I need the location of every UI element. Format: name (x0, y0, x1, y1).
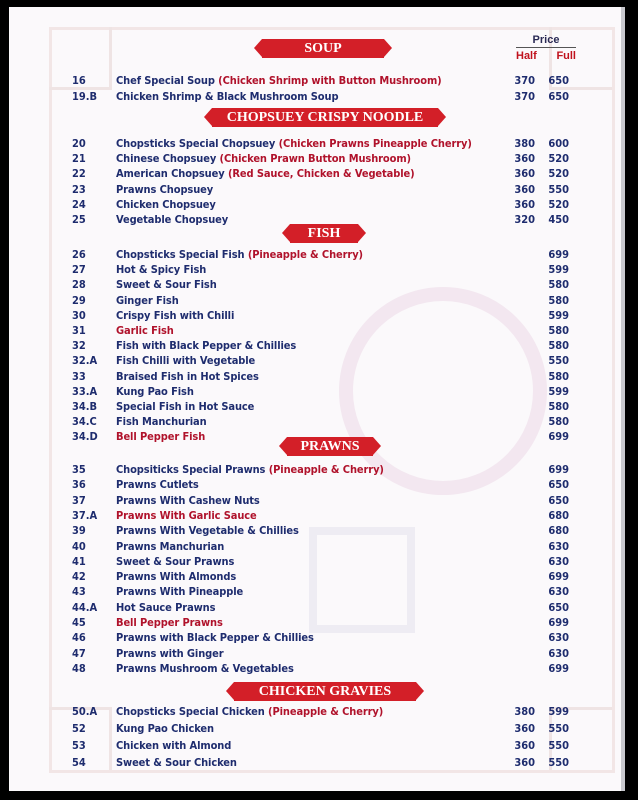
full-price: 450 (548, 213, 569, 226)
menu-item (72, 646, 572, 661)
item-detail: (Pineapple & Cherry) (268, 463, 384, 476)
item-title: Prawns Manchurian (116, 539, 225, 553)
menu-item (72, 661, 572, 676)
item-name (116, 384, 194, 399)
full-price: 580 (548, 324, 569, 337)
item-title: Prawns With Garlic Sauce (116, 508, 257, 522)
item-name (116, 600, 215, 615)
full-price: 650 (548, 89, 569, 103)
item-title: Chopsticks Special Fish (116, 248, 248, 261)
section-banner: SOUP (262, 39, 384, 58)
item-title: Kung Pao Chicken (116, 722, 214, 735)
item-title: Sweet & Sour Chicken (116, 756, 237, 769)
half-price: 380 (514, 705, 535, 718)
item-name (116, 584, 243, 599)
price-divider (516, 47, 576, 48)
item-title: Prawns With Pineapple (116, 585, 244, 599)
item-number: 19.B (72, 89, 98, 103)
price-title: Price (532, 34, 560, 46)
item-title: Fish Manchurian (116, 415, 207, 429)
menu-item (72, 151, 572, 166)
section-banner: CHICKEN GRAVIES (234, 682, 416, 701)
menu-item (72, 323, 572, 338)
item-title: Chicken with Almond (116, 739, 232, 752)
menu-item (72, 182, 572, 197)
menu-item (72, 73, 572, 88)
menu-item (72, 704, 572, 719)
menu-item (72, 369, 572, 384)
item-name (116, 414, 207, 429)
item-title: American Chopsuey (116, 167, 228, 181)
item-number: 29 (72, 293, 86, 307)
item-number: 35 (72, 463, 86, 476)
full-price: 550 (548, 722, 569, 735)
item-name (116, 738, 231, 753)
item-detail: (Chicken Prawn Button Mushroom) (219, 152, 411, 166)
item-title: Prawns With Cashew Nuts (116, 493, 260, 507)
menu-item (72, 721, 572, 736)
item-title: Sweet & Sour Prawns (116, 554, 235, 568)
item-number: 40 (72, 539, 86, 553)
item-number: 36 (72, 478, 86, 492)
half-price: 360 (514, 152, 535, 166)
item-number: 48 (72, 661, 86, 675)
item-title: Prawns Cutlets (116, 478, 199, 492)
full-price: 580 (548, 415, 569, 429)
item-name (116, 539, 224, 554)
half-price: 360 (514, 182, 535, 196)
menu-item (72, 136, 572, 151)
menu-item (72, 353, 572, 368)
item-name (116, 755, 237, 770)
item-detail: (Red Sauce, Chicken & Vegetable) (227, 167, 415, 181)
menu-item (72, 477, 572, 492)
item-name (116, 704, 383, 719)
item-name (116, 630, 314, 645)
item-number: 37.A (72, 508, 98, 522)
menu-item (72, 338, 572, 353)
item-detail: (Pineapple & Cherry) (247, 248, 363, 261)
menu-item (72, 399, 572, 414)
item-number: 47 (72, 646, 86, 660)
item-number: 23 (72, 182, 86, 196)
item-number: 28 (72, 278, 86, 292)
section-banner: PRAWNS (287, 437, 373, 456)
item-number: 20 (72, 137, 86, 150)
menu-item (72, 600, 572, 615)
menu-item (72, 615, 572, 630)
item-name (116, 166, 415, 181)
item-title: Hot Sauce Prawns (116, 600, 216, 614)
item-detail: (Pineapple & Cherry) (268, 705, 384, 718)
item-number: 39 (72, 524, 86, 538)
item-number: 31 (72, 324, 86, 337)
full-price: 599 (548, 308, 569, 322)
item-title: Braised Fish in Hot Spices (116, 369, 259, 383)
half-price: 360 (514, 739, 535, 752)
item-title: Crispy Fish with Chilli (116, 308, 235, 322)
item-number: 33.A (72, 384, 98, 398)
item-title: Prawns With Almonds (116, 570, 237, 584)
item-name (116, 646, 224, 661)
menu-item (72, 493, 572, 508)
item-number: 16 (72, 74, 86, 87)
item-title: Ginger Fish (116, 293, 179, 307)
full-price: 520 (548, 197, 569, 211)
item-number: 45 (72, 616, 86, 629)
item-name (116, 523, 299, 538)
item-name (116, 182, 213, 197)
full-price: 580 (548, 369, 569, 383)
full-price: 630 (548, 585, 569, 599)
menu-item (72, 523, 572, 538)
item-title: Bell Pepper Prawns (116, 616, 223, 629)
menu-item (72, 293, 572, 308)
item-title: Fish with Black Pepper & Chillies (116, 339, 297, 353)
item-name (116, 151, 411, 166)
item-title: Prawns With Vegetable & Chillies (116, 524, 299, 538)
section-banner: CHOPSUEY CRISPY NOODLE (212, 108, 438, 127)
item-number: 33 (72, 369, 86, 383)
menu-item (72, 197, 572, 212)
item-name (116, 493, 260, 508)
full-price: 630 (548, 554, 569, 568)
menu-item (72, 630, 572, 645)
item-name (116, 323, 174, 338)
item-number: 21 (72, 152, 86, 166)
item-title: Vegetable Chopsuey (116, 213, 229, 226)
item-name (116, 399, 254, 414)
item-title: Garlic Fish (116, 324, 174, 337)
item-name (116, 353, 255, 368)
item-title: Fish Chilli with Vegetable (116, 354, 256, 368)
full-price: 599 (548, 263, 569, 277)
item-name (116, 477, 199, 492)
item-name (116, 369, 259, 384)
item-number: 32 (72, 339, 86, 353)
item-name (116, 661, 294, 676)
full-price: 650 (548, 600, 569, 614)
item-title: Prawns Chopsuey (116, 182, 214, 196)
menu-item (72, 308, 572, 323)
half-price: 320 (514, 213, 535, 226)
item-name (116, 721, 214, 736)
full-price: 680 (548, 508, 569, 522)
menu-item (72, 247, 572, 262)
full-price: 599 (548, 705, 569, 718)
item-number: 27 (72, 263, 86, 277)
item-title: Chicken Shrimp & Black Mushroom Soup (116, 89, 339, 103)
item-number: 50.A (72, 705, 98, 718)
menu-item (72, 738, 572, 753)
section-banner: FISH (290, 224, 358, 243)
full-price: 650 (548, 478, 569, 492)
item-number: 46 (72, 631, 86, 645)
item-name (116, 569, 236, 584)
item-number: 53 (72, 739, 86, 752)
full-price: 580 (548, 400, 569, 413)
menu-item (72, 554, 572, 569)
item-name (116, 262, 206, 277)
half-price: 370 (514, 74, 535, 87)
menu-item (72, 584, 572, 599)
full-price: 630 (548, 631, 569, 645)
full-price: 580 (548, 339, 569, 353)
full-price: 630 (548, 539, 569, 553)
full-price: 520 (548, 152, 569, 166)
item-name (116, 338, 296, 353)
menu-item (72, 414, 572, 429)
item-number: 24 (72, 197, 86, 211)
half-price: 380 (514, 137, 535, 150)
item-title: Chopsiticks Special Prawns (116, 463, 269, 476)
half-price: 360 (514, 167, 535, 181)
item-title: Hot & Spicy Fish (116, 263, 207, 277)
item-number: 32.A (72, 354, 98, 368)
item-name (116, 89, 338, 104)
item-number: 42 (72, 570, 86, 584)
item-title: Chef Special Soup (116, 74, 219, 87)
price-header (516, 34, 576, 62)
item-name (116, 508, 257, 523)
item-name (116, 554, 234, 569)
item-title: Chopsticks Special Chicken (116, 705, 269, 718)
half-price: 370 (514, 89, 535, 103)
full-price: 630 (548, 646, 569, 660)
full-price: 699 (548, 616, 569, 629)
item-detail: (Chicken Prawns Pineapple Cherry) (278, 137, 472, 150)
full-price: 600 (548, 137, 569, 150)
item-title: Sweet & Sour Fish (116, 278, 217, 292)
full-price: 599 (548, 384, 569, 398)
full-price: 699 (548, 430, 569, 444)
item-title: Prawns with Black Pepper & Chillies (116, 631, 314, 645)
full-price: 550 (548, 739, 569, 752)
half-price: 360 (514, 197, 535, 211)
item-title: Prawns with Ginger (116, 646, 224, 660)
full-price: 650 (548, 493, 569, 507)
item-number: 43 (72, 585, 86, 599)
menu-item (72, 508, 572, 523)
item-name (116, 136, 472, 151)
menu-item (72, 262, 572, 277)
menu-item (72, 755, 572, 770)
item-name (116, 197, 216, 212)
menu-item (72, 166, 572, 181)
full-price: 550 (548, 354, 569, 368)
item-number: 30 (72, 308, 86, 322)
full-price: 699 (548, 661, 569, 675)
item-title: Chicken Chopsuey (116, 197, 216, 211)
half-price: 360 (514, 756, 535, 769)
item-number: 34.D (72, 430, 98, 444)
item-number: 34.C (72, 415, 97, 429)
full-price: 650 (548, 74, 569, 87)
item-title: Chopsticks Special Chopsuey (116, 137, 279, 150)
item-number: 26 (72, 248, 86, 261)
item-name (116, 212, 228, 227)
item-number: 52 (72, 722, 86, 735)
item-title: Kung Pao Fish (116, 384, 194, 398)
item-name (116, 462, 384, 477)
item-number: 44.A (72, 600, 98, 614)
item-title: Prawns Mushroom & Vegetables (116, 661, 294, 675)
item-name (116, 293, 179, 308)
full-price: 699 (548, 570, 569, 584)
full-price: 580 (548, 293, 569, 307)
full-price: 550 (548, 756, 569, 769)
menu-item (72, 539, 572, 554)
item-detail: (Chicken Shrimp with Button Mushroom) (218, 74, 442, 87)
menu-item (72, 384, 572, 399)
item-number: 34.B (72, 400, 98, 413)
item-name (116, 73, 442, 88)
menu-item (72, 277, 572, 292)
item-number: 37 (72, 493, 86, 507)
item-title: Chinese Chopsuey (116, 152, 220, 166)
full-price: 699 (548, 248, 569, 261)
full-price: 520 (548, 167, 569, 181)
menu-page (9, 7, 625, 791)
full-price: 550 (548, 182, 569, 196)
item-title: Bell Pepper Fish (116, 430, 206, 444)
full-header: Full (556, 50, 576, 62)
item-name (116, 615, 223, 630)
item-name (116, 247, 363, 262)
item-number: 22 (72, 167, 86, 181)
menu-item (72, 89, 572, 104)
item-title: Special Fish in Hot Sauce (116, 400, 255, 413)
item-number: 25 (72, 213, 86, 226)
item-name (116, 277, 217, 292)
full-price: 699 (548, 463, 569, 476)
menu-item (72, 462, 572, 477)
full-price: 580 (548, 278, 569, 292)
item-number: 54 (72, 756, 86, 769)
full-price: 680 (548, 524, 569, 538)
menu-item (72, 569, 572, 584)
item-name (116, 308, 234, 323)
half-header: Half (516, 50, 537, 62)
item-name (116, 429, 205, 444)
half-price: 360 (514, 722, 535, 735)
item-number: 41 (72, 554, 86, 568)
